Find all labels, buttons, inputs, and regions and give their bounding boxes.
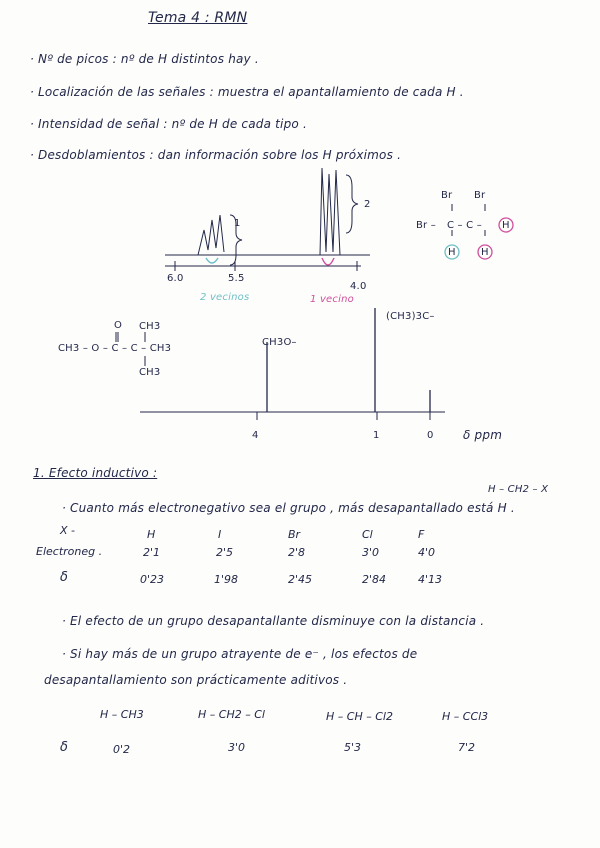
bullet-additive-line2: desapantallamiento son prácticamente aditivos .	[44, 673, 348, 687]
tick-5-5: 5.5	[228, 273, 245, 284]
tick-4: 4	[252, 430, 259, 441]
value-ch2cl2: 5'3	[344, 741, 362, 754]
col-i: I	[218, 528, 222, 541]
en-br: 2'8	[288, 546, 306, 559]
en-h: 2'1	[143, 546, 161, 559]
tick-0: 0	[427, 430, 434, 441]
compound-chcl3: H – CCl3	[442, 710, 489, 723]
molecule-1-h-bottom-right: H	[481, 247, 489, 258]
annotation-1-vecino: 1 vecino	[310, 294, 354, 305]
bullet-intensity: · Intensidad de señal : nº de H de cada tipo .	[30, 117, 307, 131]
molecule-1-cc: C – C –	[447, 220, 482, 231]
bullet-additive-line1: · Si hay más de un grupo atrayente de e⁻ , los efectos de	[62, 647, 418, 661]
molecule-1-br-top-left: Br	[441, 190, 453, 201]
col-br: Br	[288, 528, 301, 541]
delta-br: 2'45	[288, 573, 313, 586]
peak-label-tbutyl: (CH3)3C–	[386, 311, 435, 322]
bullet-splitting: · Desdoblamientos : dan información sobre los H próximos .	[30, 148, 402, 162]
molecule-2-ch3-top: CH3	[139, 321, 161, 332]
molecule-1-br-top-right: Br	[474, 190, 486, 201]
row-label-delta: δ	[60, 570, 68, 585]
row-label-electroneg: Electroneg .	[36, 545, 103, 558]
peak-label-2: 2	[364, 199, 371, 210]
molecule-2-main-chain: CH3 – O – C – C – CH3	[58, 343, 172, 354]
value-chcl3: 7'2	[458, 741, 476, 754]
molecule-1-h-right: H	[502, 220, 510, 231]
tick-6-0: 6.0	[167, 273, 184, 284]
bullet-peaks: · Nº de picos : nº de H distintos hay .	[30, 52, 259, 66]
en-f: 4'0	[418, 546, 436, 559]
en-i: 2'5	[216, 546, 234, 559]
bullet-distance: · El efecto de un grupo desapantallante disminuye con la distancia .	[62, 614, 485, 628]
row-label-delta-2: δ	[60, 740, 68, 755]
tick-4-0: 4.0	[350, 281, 367, 292]
brace-2	[346, 175, 358, 233]
axis-unit: δ ppm	[463, 428, 503, 442]
tick-1: 1	[373, 430, 380, 441]
value-ch4: 0'2	[113, 743, 131, 756]
molecule-1-br-left: Br –	[416, 220, 436, 231]
annotation-arrow-2	[322, 258, 334, 265]
bullet-electronegativity: · Cuanto más electronegativo sea el grupo , más desapantallado está H .	[62, 501, 515, 515]
en-cl: 3'0	[362, 546, 380, 559]
delta-h: 0'23	[140, 573, 165, 586]
col-f: F	[418, 528, 425, 541]
compound-ch2cl2: H – CH – Cl2	[326, 710, 393, 723]
spectrum-1-multiplet-2	[320, 168, 340, 255]
row-label-x: X -	[60, 524, 76, 537]
annotation-2-vecinos: 2 vecinos	[200, 292, 250, 303]
delta-cl: 2'84	[362, 573, 387, 586]
spectrum-1-multiplet-1	[198, 215, 224, 255]
compound-ch4: H – CH3	[100, 708, 144, 721]
section-formula: H – CH2 – X	[488, 484, 549, 495]
molecule-2-oxygen: O	[114, 320, 123, 331]
delta-f: 4'13	[418, 573, 443, 586]
col-h: H	[147, 528, 156, 541]
page-title: Tema 4 : RMN	[148, 10, 248, 26]
value-ch3cl: 3'0	[228, 741, 246, 754]
col-cl: Cl	[362, 528, 373, 541]
compound-ch3cl: H – CH2 – Cl	[198, 708, 265, 721]
delta-i: 1'98	[214, 573, 239, 586]
peak-label-ch3o: CH3O–	[262, 337, 297, 348]
molecule-2-ch3-bottom: CH3	[139, 367, 161, 378]
section-heading: 1. Efecto inductivo :	[33, 466, 158, 480]
molecule-1-h-bottom-left: H	[448, 247, 456, 258]
bullet-location: · Localización de las señales : muestra el apantallamiento de cada H .	[30, 85, 464, 99]
annotation-arrow-1	[206, 258, 218, 263]
peak-label-1: 1	[234, 218, 241, 229]
molecule-1-circles	[440, 210, 520, 270]
